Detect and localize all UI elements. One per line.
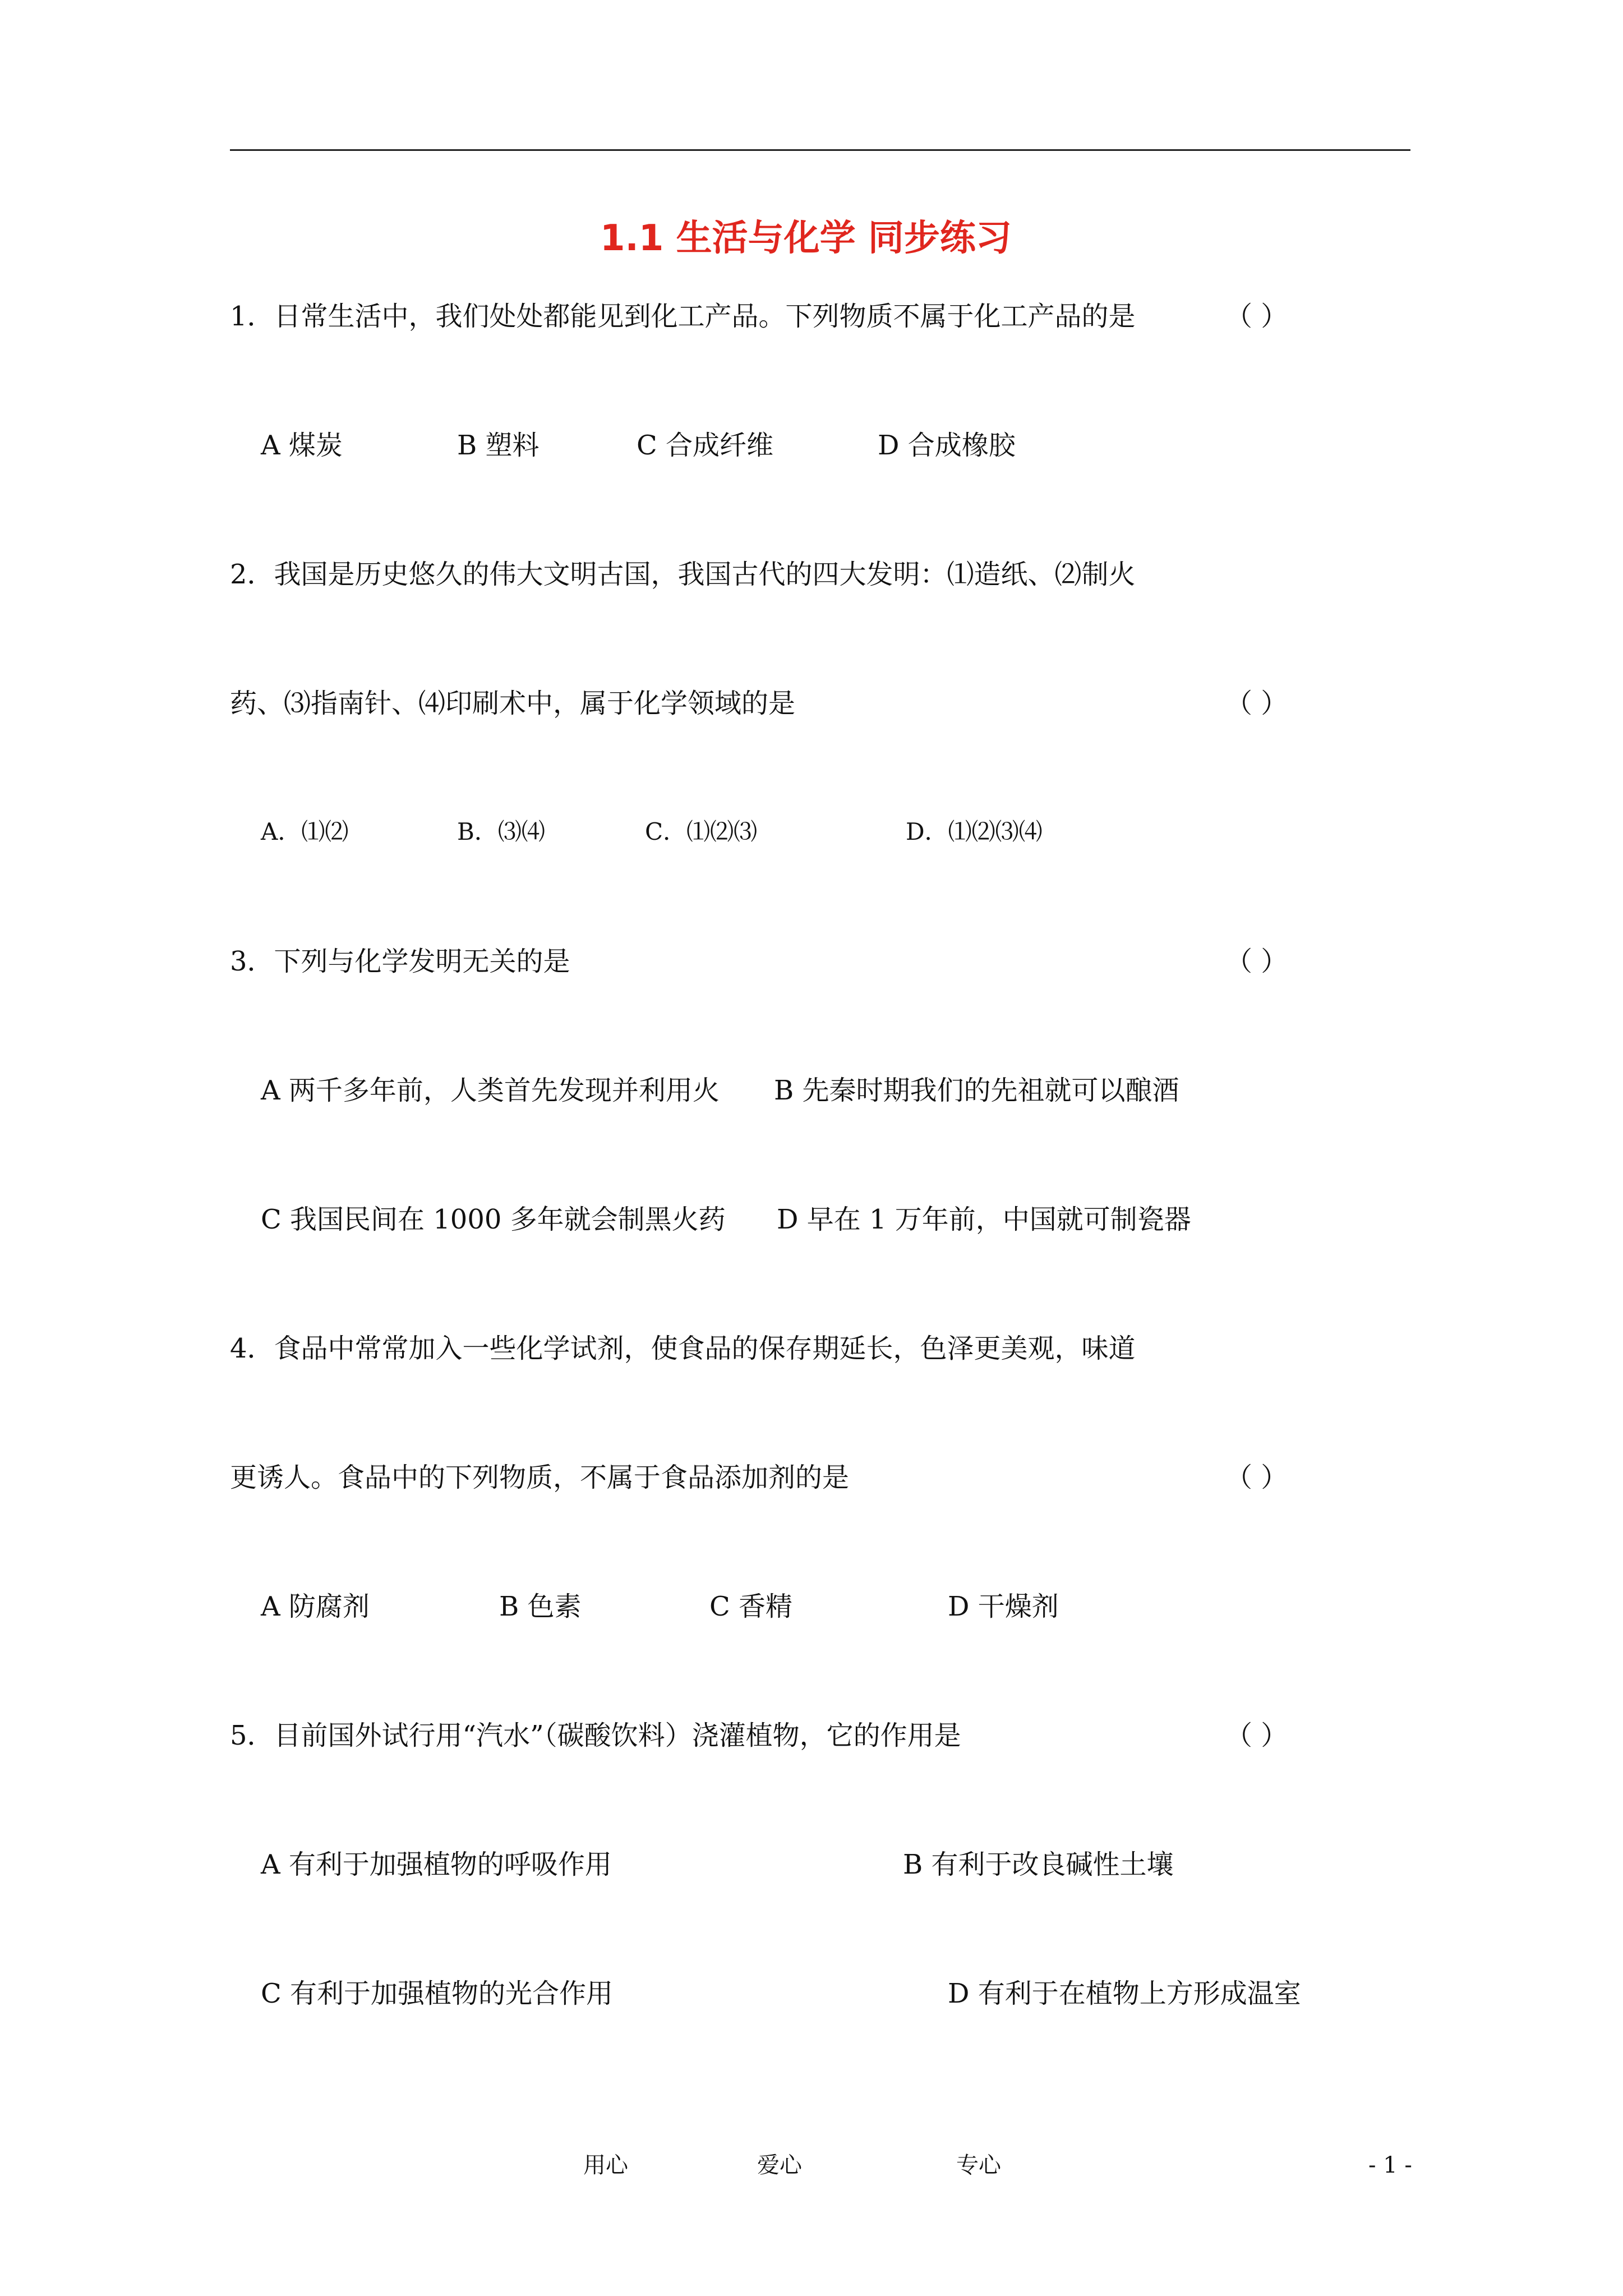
question-2-answer-bracket: （ ） bbox=[1225, 688, 1288, 719]
question-1-option-d: D 合成橡胶 bbox=[878, 430, 1016, 461]
footer-item-zhuanxin: 专心 bbox=[956, 2152, 1001, 2178]
question-2-text-line-1: 2．我国是历史悠久的伟大文明古国，我国古代的四大发明：⑴造纸、⑵制火 bbox=[230, 559, 1136, 590]
question-3-answer-bracket: （ ） bbox=[1225, 946, 1288, 977]
question-1-answer-bracket: （ ） bbox=[1225, 301, 1288, 332]
question-5-option-a: A 有利于加强植物的呼吸作用 bbox=[261, 1849, 612, 1880]
question-5-answer-bracket: （ ） bbox=[1225, 1720, 1288, 1751]
question-2-text-line-2: 药、⑶指南针、⑷印刷术中，属于化学领域的是 bbox=[230, 688, 796, 719]
question-3-option-d: D 早在 1 万年前，中国就可制瓷器 bbox=[777, 1204, 1191, 1235]
question-1-option-a: A 煤炭 bbox=[261, 430, 343, 461]
question-4-answer-bracket: （ ） bbox=[1225, 1462, 1288, 1493]
question-3-option-b: B 先秦时期我们的先祖就可以酿酒 bbox=[774, 1075, 1179, 1106]
header-rule bbox=[230, 149, 1410, 151]
question-4-text-line-2: 更诱人。食品中的下列物质，不属于食品添加剂的是 bbox=[230, 1462, 850, 1493]
question-5-option-d: D 有利于在植物上方形成温室 bbox=[948, 1978, 1301, 2009]
footer-item-aixin: 爱心 bbox=[757, 2152, 802, 2178]
question-2-option-c: C．⑴⑵⑶ bbox=[645, 818, 758, 845]
question-5-text: 5．目前国外试行用“汽水”（碳酸饮料）浇灌植物，它的作用是 bbox=[230, 1720, 961, 1751]
question-4-option-a: A 防腐剂 bbox=[261, 1591, 370, 1622]
question-4-option-c: C 香精 bbox=[709, 1591, 792, 1622]
question-1-option-c: C 合成纤维 bbox=[637, 430, 773, 461]
question-3-option-a: A 两千多年前，人类首先发现并利用火 bbox=[261, 1075, 720, 1106]
question-4-option-d: D 干燥剂 bbox=[948, 1591, 1059, 1622]
question-3-option-c: C 我国民间在 1000 多年就会制黑火药 bbox=[261, 1204, 726, 1235]
question-3-text: 3．下列与化学发明无关的是 bbox=[230, 946, 570, 977]
question-4-option-b: B 色素 bbox=[499, 1591, 582, 1622]
page-title: 1.1 生活与化学 同步练习 bbox=[600, 218, 1012, 259]
question-2-option-d: D．⑴⑵⑶⑷ bbox=[906, 818, 1043, 845]
question-4-text-line-1: 4．食品中常常加入一些化学试剂，使食品的保存期延长，色泽更美观，味道 bbox=[230, 1333, 1136, 1364]
question-2-option-b: B．⑶⑷ bbox=[457, 818, 545, 845]
question-1-text: 1．日常生活中，我们处处都能见到化工产品。下列物质不属于化工产品的是 bbox=[230, 301, 1136, 332]
question-1-option-b: B 塑料 bbox=[457, 430, 540, 461]
question-2-option-a: A．⑴⑵ bbox=[261, 818, 349, 845]
page-number: - 1 - bbox=[1368, 2152, 1412, 2178]
question-5-option-c: C 有利于加强植物的光合作用 bbox=[261, 1978, 613, 2009]
question-5-option-b: B 有利于改良碱性土壤 bbox=[903, 1849, 1174, 1880]
footer-item-yongxin: 用心 bbox=[583, 2152, 628, 2178]
